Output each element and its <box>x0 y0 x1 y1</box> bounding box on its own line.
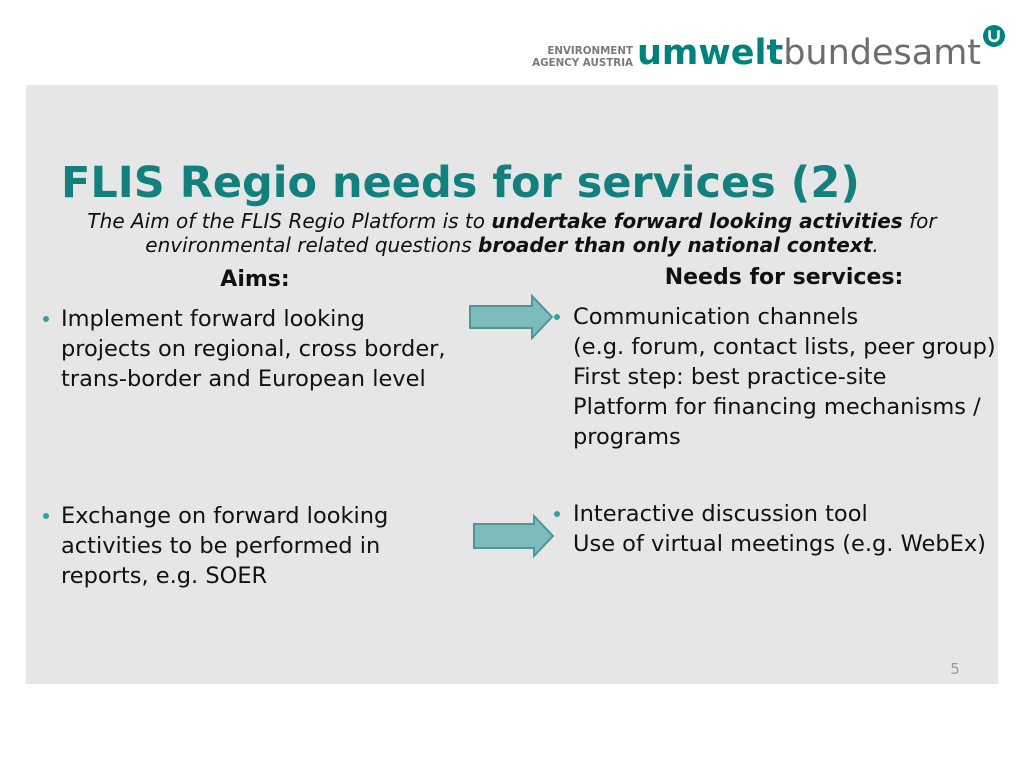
need-item-line: Use of virtual meetings (e.g. WebEx) <box>573 531 986 557</box>
right-arrow-icon <box>472 514 556 558</box>
subtitle-text: for <box>902 209 937 233</box>
need-item-line: (e.g. forum, contact lists, peer group) <box>573 334 996 360</box>
need-item-line: Interactive discussion tool <box>573 501 868 527</box>
slide-title: FLIS Regio needs for services (2) <box>61 158 860 208</box>
bullet-icon <box>554 511 560 517</box>
needs-heading: Needs for services: <box>664 265 904 290</box>
brand-wordmark-bold: umwelt <box>637 33 784 73</box>
need-item-line: programs <box>573 424 681 450</box>
brand-wordmark-light: bundesamt <box>783 33 982 73</box>
aim-item <box>61 501 388 591</box>
subtitle-text: environmental related questions <box>145 233 479 257</box>
aim-item-line: Implement forward looking <box>61 306 365 332</box>
aim-item-line: projects on regional, cross border, <box>61 336 446 362</box>
need-item-line: Platform for financing mechanisms / <box>573 394 981 420</box>
need-item-line: First step: best practice-site <box>573 364 887 390</box>
aims-heading: Aims: <box>220 267 290 292</box>
aim-item-line: activities to be performed in <box>61 533 381 559</box>
bullet-icon <box>554 314 560 320</box>
subtitle-line1 <box>26 209 998 233</box>
subtitle-emphasis: undertake forward looking activities <box>491 209 903 233</box>
aim-item-line: reports, e.g. SOER <box>61 563 268 589</box>
slide-subtitle <box>26 209 998 257</box>
subtitle-line2 <box>26 233 998 257</box>
aim-item-line: trans-border and European level <box>61 366 426 392</box>
umweltbundesamt-logo-icon <box>982 24 1006 48</box>
page-number: 5 <box>950 660 960 678</box>
need-item <box>573 499 986 559</box>
brand-wordmark <box>637 33 982 73</box>
bullet-icon <box>43 316 49 322</box>
subtitle-text: . <box>872 233 879 257</box>
aim-item <box>61 304 446 394</box>
subtitle-emphasis: broader than only national context <box>478 233 873 257</box>
agency-name-line2: AGENCY AUSTRIA <box>532 57 633 69</box>
right-arrow-icon <box>468 294 556 342</box>
aim-item-line: Exchange on forward looking <box>61 503 389 529</box>
subtitle-text: The Aim of the FLIS Regio Platform is to <box>87 209 492 233</box>
agency-name <box>470 45 633 69</box>
agency-name-line1: ENVIRONMENT <box>547 45 633 57</box>
bullet-icon <box>43 513 49 519</box>
need-item <box>573 302 996 452</box>
need-item-line: Communication channels <box>573 304 859 330</box>
